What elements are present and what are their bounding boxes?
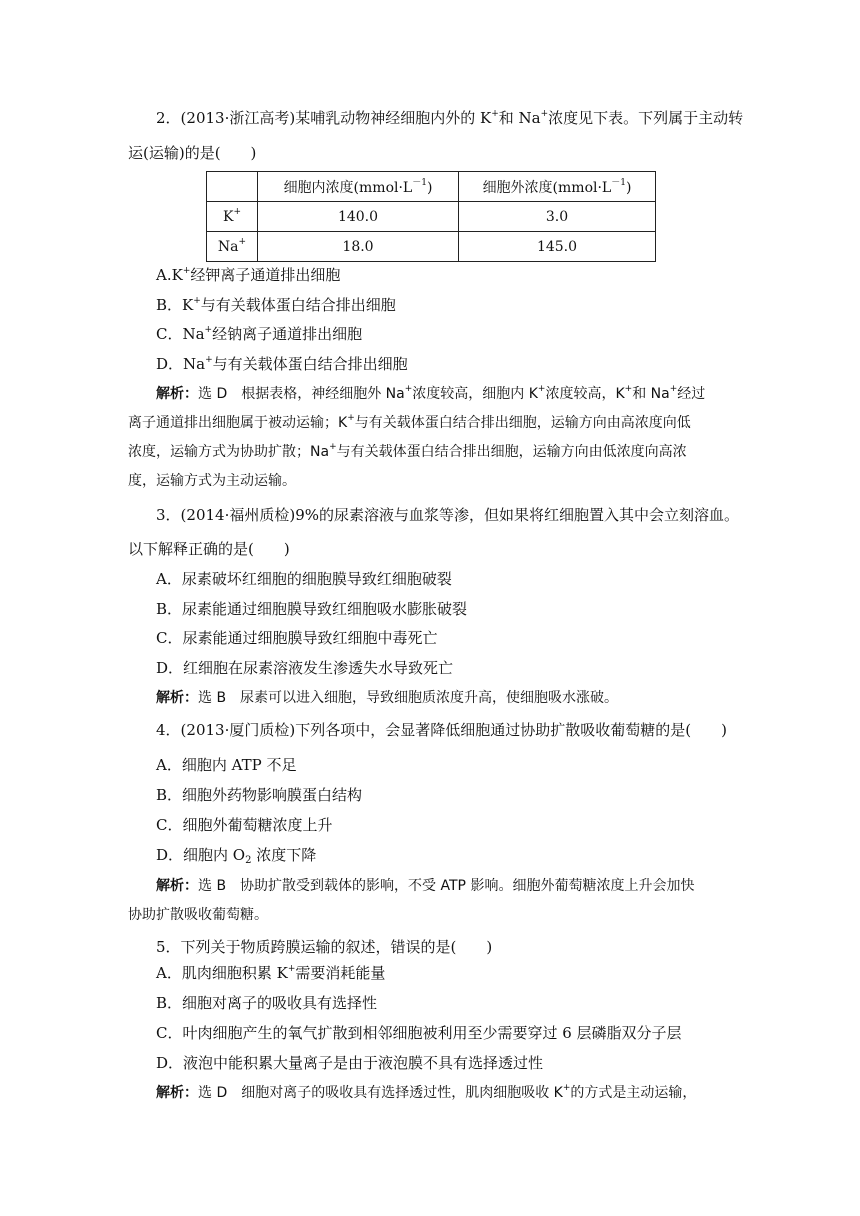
ion-cell: Na+: [207, 232, 258, 262]
q2-option-d: D．Na+与有关载体蛋白结合排出细胞: [156, 355, 408, 373]
outside-value: 145.0: [459, 232, 656, 262]
q4-option-a: A．细胞内 ATP 不足: [156, 756, 297, 774]
q5-option-c: C．叶肉细胞产生的氧气扩散到相邻细胞被利用至少需要穿过 6 层磷脂双分子层: [156, 1024, 682, 1042]
q3-source: 福州质检: [229, 506, 290, 524]
q4-explanation-line2: 协助扩散吸收葡萄糖。: [128, 907, 268, 923]
q2-source: 浙江高考: [229, 109, 290, 127]
q2-explanation-line2: 离子通道排出细胞属于被动运输；K+与有关载体蛋白结合排出细胞，运输方向由高浓度向低: [128, 413, 691, 431]
table-corner-cell: [207, 172, 258, 202]
q3-option-b: B．尿素能通过细胞膜导致红细胞吸水膨胀破裂: [156, 600, 468, 618]
q2-explanation-line3: 浓度，运输方式为协助扩散；Na+与有关载体蛋白结合排出细胞，运输方向由低浓度向高浓: [128, 442, 687, 460]
q5-option-b: B．细胞对离子的吸收具有选择性: [156, 994, 378, 1012]
q5-stem: 5．下列关于物质跨膜运输的叙述，错误的是( ): [156, 938, 493, 956]
outside-value: 3.0: [459, 202, 656, 232]
q3-stem-line1: 3．(2014·福州质检)9%的尿素溶液与血浆等渗，但如果将红细胞置入其中会立刻溶血。: [156, 506, 740, 524]
table-header-row: [207, 172, 656, 202]
q3-option-c: C．尿素能通过细胞膜导致红细胞中毒死亡: [156, 629, 438, 647]
ion-cell: K+: [207, 202, 258, 232]
q4-option-d: D．细胞内 $O_2$ 浓度下降: [156, 846, 317, 866]
q3-option-a: A．尿素破坏红细胞的细胞膜导致红细胞破裂: [156, 570, 452, 588]
q4-option-b: B．细胞外药物影响膜蛋白结构: [156, 786, 363, 804]
q4-option-c: C．细胞外葡萄糖浓度上升: [156, 816, 333, 834]
q3-explanation-line1: 解析：选 B 尿素可以进入细胞，导致细胞质浓度升高，使细胞吸水涨破。: [156, 690, 619, 706]
q2-option-c: C．Na+经钠离子通道排出细胞: [156, 325, 363, 343]
q5-option-a: A．肌肉细胞积累 K+需要消耗能量: [156, 964, 386, 982]
table-row: [207, 232, 656, 262]
q3-stem-line2: 以下解释正确的是( ): [128, 540, 290, 558]
q5-option-d: D．液泡中能积累大量离子是由于液泡膜不具有选择透过性: [156, 1054, 544, 1072]
table-row: [207, 202, 656, 232]
q4-explanation-line1: 解析：选 B 协助扩散受到载体的影响，不受 ATP 影响。细胞外葡萄糖浓度上升会加快: [156, 878, 695, 894]
q2-explanation-line1: 解析：选 D 根据表格，神经细胞外 Na+浓度较高，细胞内 K+浓度较高，K+和 Na+经过: [156, 384, 706, 402]
q3-option-d: D．红细胞在尿素溶液发生渗透失水导致死亡: [156, 659, 454, 677]
concentration-table: [206, 171, 656, 262]
header-outside: 细胞外浓度$(mmol\cdot L^{-1})$: [459, 172, 656, 202]
q2-option-b: B．K+与有关载体蛋白结合排出细胞: [156, 296, 396, 314]
q5-explanation-line1: 解析：选 D 细胞对离子的吸收具有选择透过性，肌肉细胞吸收 K+的方式是主动运输，: [156, 1083, 697, 1101]
header-inside: 细胞内浓度$(mmol\cdot L^{-1})$: [258, 172, 459, 202]
q2-stem-line1: 2．(2013·浙江高考)某哺乳动物神经细胞内外的 K+和 Na+浓度见下表。下列属于主动转: [156, 109, 744, 127]
q4-stem-line1: 4．(2013·厦门质检)下列各项中，会显著降低细胞通过协助扩散吸收葡萄糖的是( ): [156, 721, 727, 739]
inside-value: 18.0: [258, 232, 459, 262]
inside-value: 140.0: [258, 202, 459, 232]
q2-stem-line2: 运(运输)的是( ): [128, 144, 257, 162]
q4-source: 厦门质检: [229, 721, 290, 739]
q2-explanation-line4: 度，运输方式为主动运输。: [128, 473, 296, 489]
q2-option-a: A.K+经钾离子通道排出细胞: [156, 266, 341, 284]
